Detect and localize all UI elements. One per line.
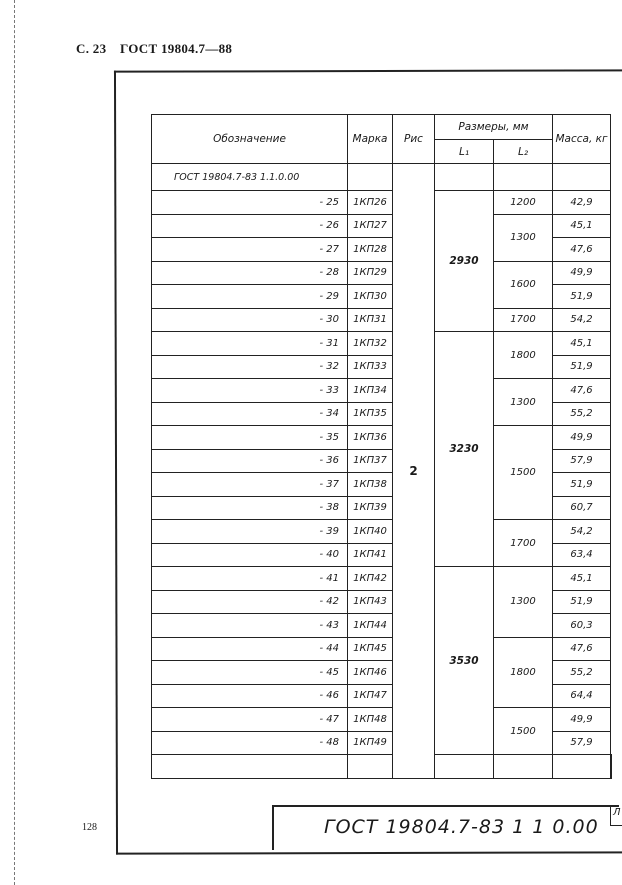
table-row: - 47 1КП48 1500 49,9 bbox=[152, 708, 612, 732]
table-row: - 38 1КП39 60,7 bbox=[152, 496, 612, 520]
table-row: - 27 1КП28 47,6 bbox=[152, 238, 612, 262]
l1-group-3230: 3230 bbox=[435, 332, 494, 567]
header-figure: Рис bbox=[393, 115, 435, 164]
table-row: - 26 1КП27 1300 45,1 bbox=[152, 214, 612, 238]
table-row: - 39 1КП40 1700 54,2 bbox=[152, 520, 612, 544]
table-row-base bbox=[152, 164, 612, 191]
table-row: - 33 1КП34 1300 47,6 bbox=[152, 379, 612, 403]
page-label: С. 23 bbox=[76, 41, 107, 56]
table-row: - 28 1КП29 1600 49,9 bbox=[152, 261, 612, 285]
table-row: - 32 1КП33 51,9 bbox=[152, 355, 612, 379]
base-designation: ГОСТ 19804.7-83 1.1.0.00 bbox=[152, 164, 348, 191]
table-row: - 30 1КП31 1700 54,2 bbox=[152, 308, 612, 332]
table-row: - 45 1КП46 55,2 bbox=[152, 661, 612, 685]
table-row: - 37 1КП38 51,9 bbox=[152, 473, 612, 497]
table-row-empty bbox=[152, 755, 612, 779]
header-designation: Обозначение bbox=[152, 115, 348, 164]
header-dimensions: Размеры, мм bbox=[435, 115, 553, 140]
title-block-sheet-label: Л bbox=[610, 807, 622, 826]
table-row: - 29 1КП30 51,9 bbox=[152, 285, 612, 309]
table-row: - 48 1КП49 57,9 bbox=[152, 731, 612, 755]
header-l2: L₂ bbox=[494, 140, 553, 164]
table-row: - 46 1КП47 64,4 bbox=[152, 684, 612, 708]
specification-table bbox=[151, 114, 612, 779]
page-header bbox=[76, 41, 242, 57]
l1-group-3530: 3530 bbox=[435, 567, 494, 755]
table-row: - 43 1КП44 60,3 bbox=[152, 614, 612, 638]
l1-group-2930: 2930 bbox=[435, 191, 494, 332]
binding-margin-line bbox=[14, 0, 16, 885]
table-row: - 41 1КП42 3530 1300 45,1 bbox=[152, 567, 612, 591]
header-l1: L₁ bbox=[435, 140, 494, 164]
header-mark: Марка bbox=[348, 115, 393, 164]
table-row: - 40 1КП41 63,4 bbox=[152, 543, 612, 567]
table-row: - 36 1КП37 57,9 bbox=[152, 449, 612, 473]
page-number: 128 bbox=[82, 822, 97, 833]
title-block-code: ГОСТ 19804.7-83 1 1 0.00 bbox=[324, 816, 599, 838]
table-row: - 42 1КП43 51,9 bbox=[152, 590, 612, 614]
header-row bbox=[152, 115, 612, 140]
standard-label: ГОСТ 19804.7—88 bbox=[119, 41, 233, 56]
table-row: - 35 1КП36 1500 49,9 bbox=[152, 426, 612, 450]
title-block bbox=[272, 805, 619, 850]
table-row: - 44 1КП45 1800 47,6 bbox=[152, 637, 612, 661]
figure-cell: 2 bbox=[393, 164, 435, 779]
header-mass: Масса, кг bbox=[553, 115, 611, 164]
table-row: - 25 1КП26 2930 1200 42,9 bbox=[152, 191, 612, 215]
table-row: - 31 1КП32 3230 1800 45,1 bbox=[152, 332, 612, 356]
table-row: - 34 1КП35 55,2 bbox=[152, 402, 612, 426]
